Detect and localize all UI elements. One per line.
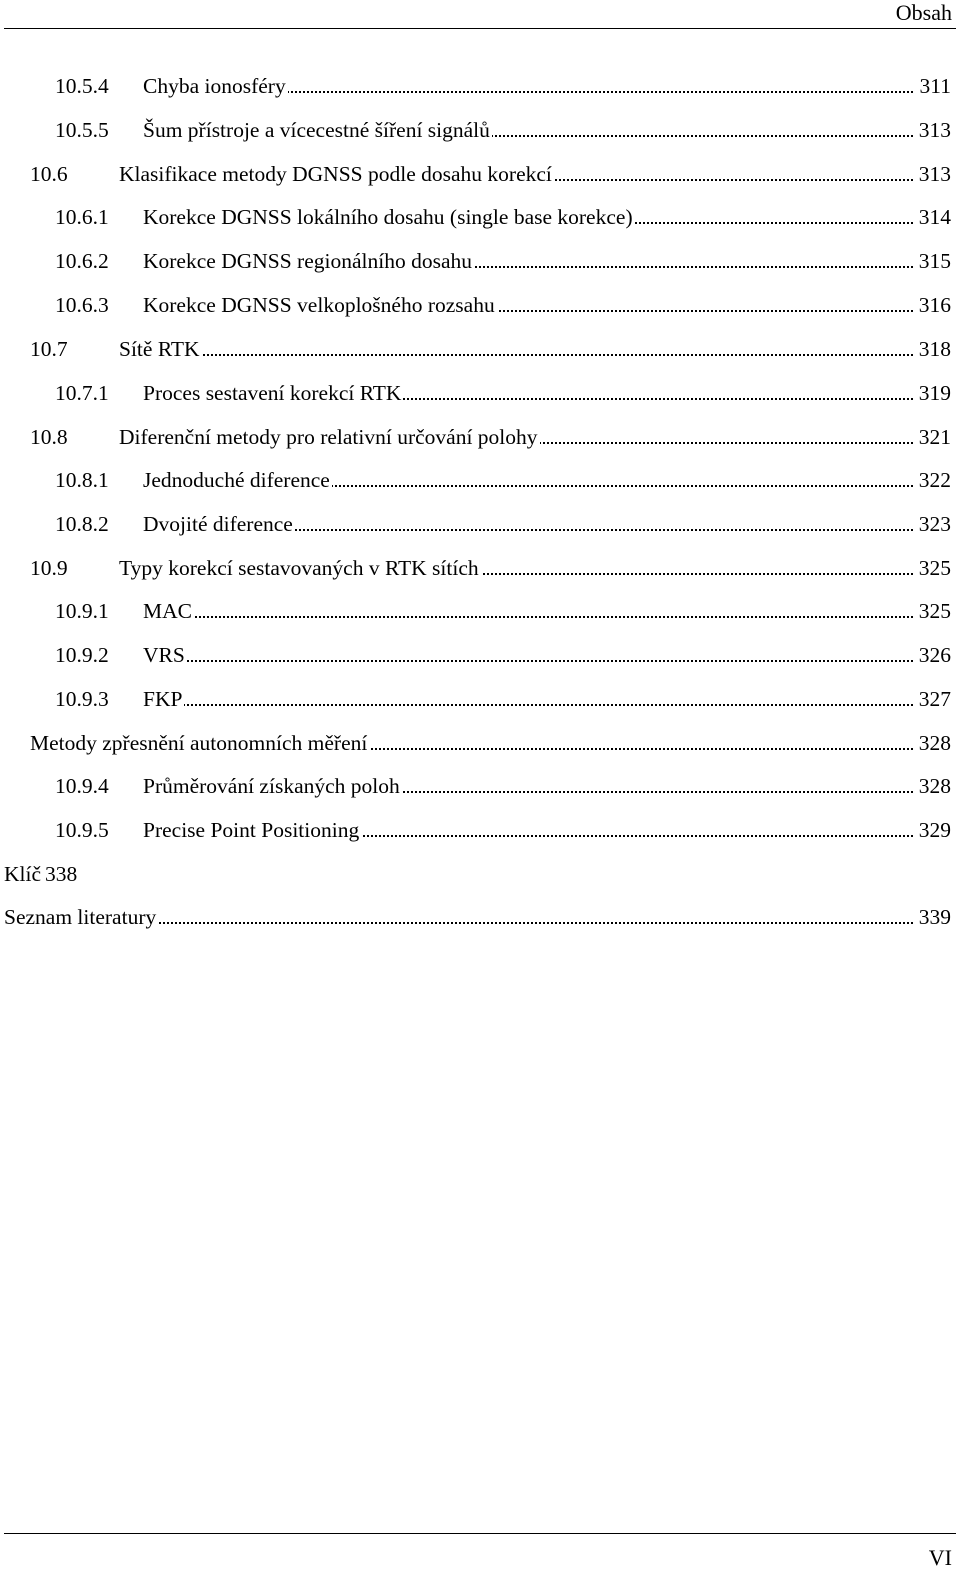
toc-entry-page: 315	[915, 246, 951, 276]
toc-entry-page: 328	[915, 728, 951, 758]
toc-entry-10-6-1[interactable]	[0, 202, 951, 232]
toc-entry-10-9[interactable]	[0, 553, 951, 583]
toc-entry-number: 10.9.1	[55, 596, 109, 626]
toc-entry-10-8[interactable]	[0, 422, 951, 452]
toc-entry-page: 338	[45, 862, 78, 886]
toc-entry-title: MAC	[143, 596, 194, 626]
toc-entry-page: 339	[915, 902, 951, 932]
toc-entry-number: 10.9.5	[55, 815, 109, 845]
toc-entry-seznam-literatury[interactable]	[0, 902, 951, 932]
toc-entry-page: 323	[915, 509, 951, 539]
toc-entry-metody-zpresneni[interactable]	[0, 728, 951, 758]
toc-entry-number: 10.8	[30, 422, 68, 452]
toc-entry-page: 329	[915, 815, 951, 845]
toc-entry-page: 316	[915, 290, 951, 320]
toc-entry-title: Klíč	[4, 862, 42, 886]
toc-entry-page: 322	[915, 465, 951, 495]
dot-leader	[119, 354, 913, 356]
dot-leader	[143, 616, 913, 618]
toc-entry-10-6-2[interactable]	[0, 246, 951, 276]
toc-entry-title: Precise Point Positioning	[143, 815, 361, 845]
toc-entry-title: Korekce DGNSS lokálního dosahu (single base korekce)	[143, 202, 635, 232]
dot-leader	[143, 704, 913, 706]
toc-entry-page: 328	[915, 771, 951, 801]
toc-entry-10-8-1[interactable]	[0, 465, 951, 495]
toc-entry-title: Šum přístroje a vícecestné šíření signálů	[143, 115, 492, 145]
toc-entry-title: Korekce DGNSS regionálního dosahu	[143, 246, 474, 276]
toc-entry-title: FKP	[143, 684, 184, 714]
header-rule	[4, 28, 956, 29]
toc-entry-number: 10.9.3	[55, 684, 109, 714]
toc-entry-10-9-5[interactable]	[0, 815, 951, 845]
toc-entry-number: 10.7.1	[55, 378, 109, 408]
toc-entry-page: 325	[915, 596, 951, 626]
toc-entry-page: 311	[916, 71, 951, 101]
toc-entry-klic[interactable]	[4, 859, 77, 889]
header-title: Obsah	[895, 0, 952, 25]
toc-entry-title: Seznam literatury	[4, 902, 158, 932]
toc-entry-title: Metody zpřesnění autonomních měření	[30, 728, 369, 758]
toc-entry-page: 321	[915, 422, 951, 452]
toc-entry-10-7[interactable]	[0, 334, 951, 364]
toc-entry-page: 318	[915, 334, 951, 364]
toc-entry-page: 313	[915, 115, 951, 145]
toc-entry-title: Dvojité diference	[143, 509, 295, 539]
toc-entry-number: 10.5.5	[55, 115, 109, 145]
toc-entry-number: 10.6.1	[55, 202, 109, 232]
toc-entry-10-8-2[interactable]	[0, 509, 951, 539]
toc-entry-title: VRS	[143, 640, 187, 670]
toc-entry-title: Diferenční metody pro relativní určování polohy	[119, 422, 540, 452]
toc-entry-page: 313	[915, 159, 951, 189]
toc-entry-10-9-1[interactable]	[0, 596, 951, 626]
toc-entry-number: 10.9.4	[55, 771, 109, 801]
dot-leader	[143, 660, 913, 662]
toc-entry-10-5-4[interactable]	[0, 71, 951, 101]
toc-entry-title: Klasifikace metody DGNSS podle dosahu korekcí	[119, 159, 554, 189]
toc-entry-10-6-3[interactable]	[0, 290, 951, 320]
footer-page-number: VI	[928, 1545, 952, 1570]
toc-entry-number: 10.9.2	[55, 640, 109, 670]
toc-entry-number: 10.6.2	[55, 246, 109, 276]
toc-entry-page: 319	[915, 378, 951, 408]
toc-entry-10-9-2[interactable]	[0, 640, 951, 670]
toc-entry-10-5-5[interactable]	[0, 115, 951, 145]
toc-entry-title: Průměrování získaných poloh	[143, 771, 402, 801]
toc-entry-number: 10.6	[30, 159, 68, 189]
toc-entry-10-9-4[interactable]	[0, 771, 951, 801]
toc-entry-title: Sítě RTK	[119, 334, 202, 364]
toc-entry-number: 10.7	[30, 334, 68, 364]
toc-entry-page: 327	[915, 684, 951, 714]
toc-entry-number: 10.6.3	[55, 290, 109, 320]
toc-entry-number: 10.5.4	[55, 71, 109, 101]
footer-rule	[4, 1533, 956, 1534]
toc-entry-title: Proces sestavení korekcí RTK	[143, 378, 403, 408]
toc-entry-number: 10.8.2	[55, 509, 109, 539]
toc-entry-page: 325	[915, 553, 951, 583]
toc-entry-10-9-3[interactable]	[0, 684, 951, 714]
toc-entry-title: Typy korekcí sestavovaných v RTK sítích	[119, 553, 481, 583]
toc-entry-title: Chyba ionosféry	[143, 71, 288, 101]
toc-entry-10-7-1[interactable]	[0, 378, 951, 408]
toc-entry-10-6[interactable]	[0, 159, 951, 189]
toc-entry-page: 326	[915, 640, 951, 670]
toc-entry-title: Jednoduché diference	[143, 465, 332, 495]
toc-entry-page: 314	[915, 202, 951, 232]
toc-entry-number: 10.8.1	[55, 465, 109, 495]
toc-entry-number: 10.9	[30, 553, 68, 583]
toc-entry-title: Korekce DGNSS velkoplošného rozsahu	[143, 290, 497, 320]
